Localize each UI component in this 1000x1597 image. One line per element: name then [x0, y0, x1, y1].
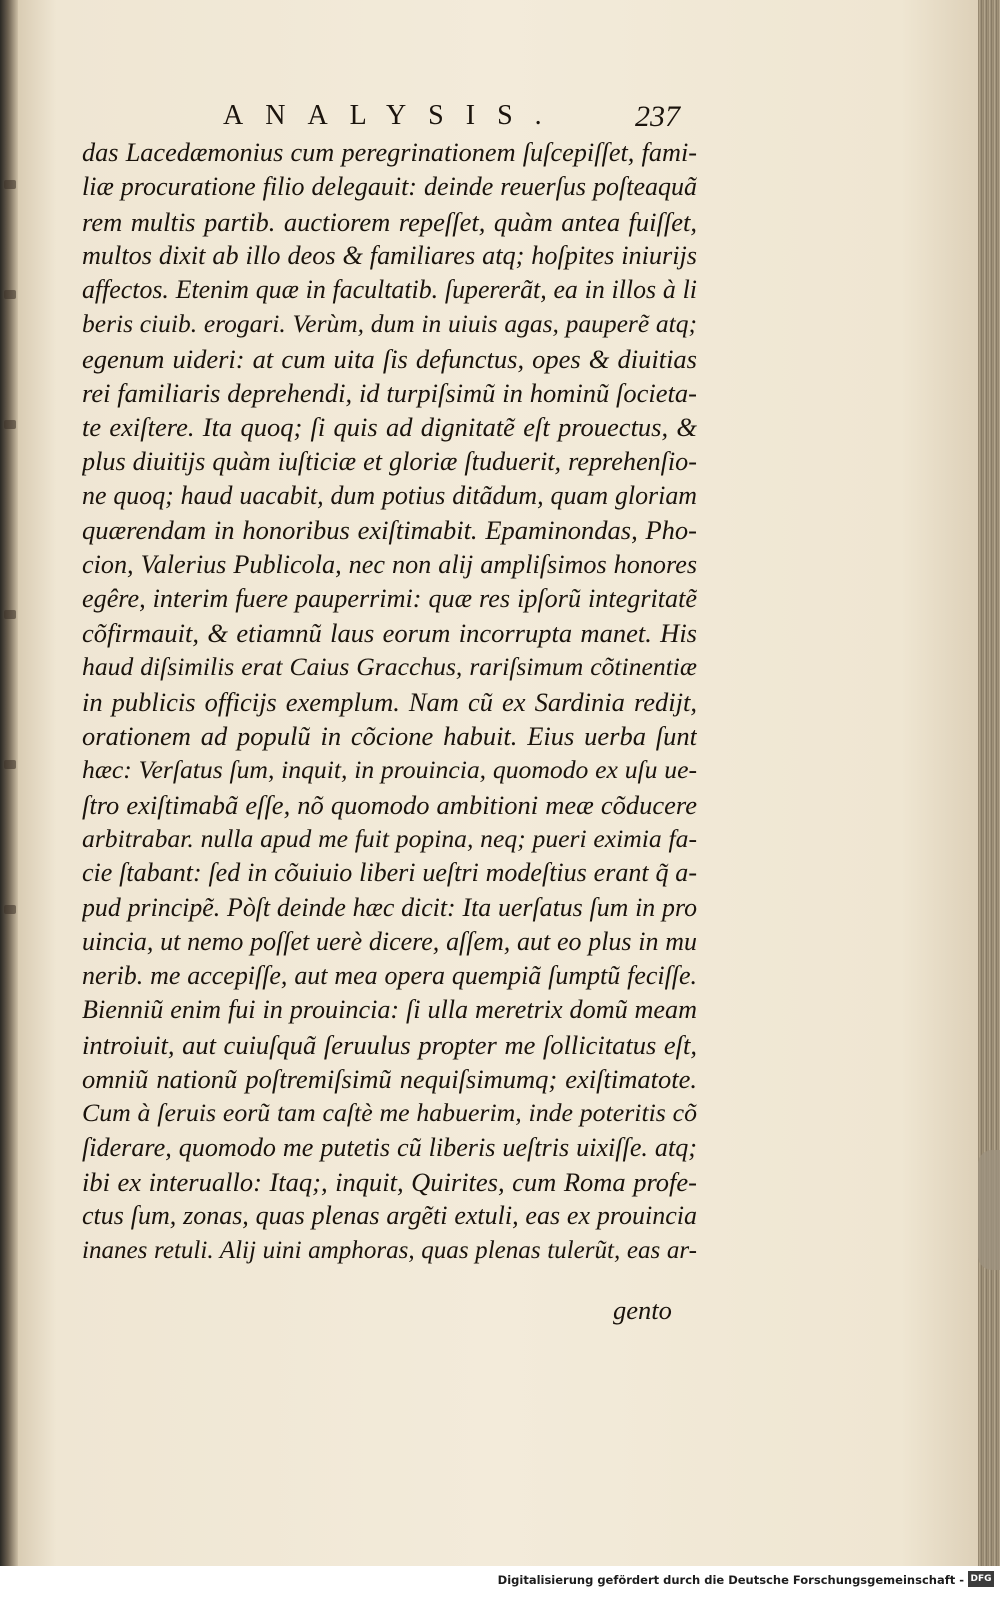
- page-number: 237: [635, 100, 680, 133]
- text-line: orationem ad populũ in cõcione habuit. Eius uerba ſunt: [82, 721, 697, 752]
- text-line: nerib. me accepiſſe, aut mea opera quempiã ſumptũ feciſſe.: [82, 961, 697, 991]
- clasp-shadow: [978, 1150, 1000, 1270]
- text-line: cion, Valerius Publicola, nec non alij ampliſsimos honores: [82, 549, 697, 579]
- page-block-edge: [978, 0, 1000, 1566]
- text-line: beris ciuib. erogari. Verùm, dum in uiuis agas, pauperẽ atq;: [82, 309, 697, 339]
- text-line: rem multis partib. auctiorem repeſſet, quàm antea fuiſſet,: [82, 206, 697, 237]
- text-line: liæ procuratione filio delegauit: deinde reuerſus poſteaquã: [82, 172, 697, 202]
- dfg-logo: DFG: [968, 1571, 994, 1587]
- opposite-page-edge: [0, 0, 18, 1566]
- text-line: Cum à ſeruis eorũ tam caſtè me habuerim, inde poteritis cõ: [82, 1098, 697, 1128]
- catchword: gento: [613, 1295, 672, 1325]
- text-line: das Lacedæmonius cum peregrinationem ſuſcepiſſet, fami-: [82, 138, 697, 167]
- bleed-through-mark: [4, 760, 16, 769]
- running-head: ANALYSIS.: [223, 100, 564, 131]
- funding-credit: Digitalisierung gefördert durch die Deutsche Forschungsgemeinschaft -: [497, 1573, 964, 1587]
- text-line: ctus ſum, zonas, quas plenas argẽti extuli, eas ex prouincia: [82, 1201, 697, 1231]
- digitization-footer: [0, 1566, 1000, 1597]
- text-line: egenum uideri: at cum uita ſis defunctus, opes & diuitias: [82, 343, 697, 374]
- text-line: ſtro exiſtimabã eſſe, nõ quomodo ambitioni meæ cõducere: [82, 789, 697, 820]
- text-line: ne quoq; haud uacabit, dum potius ditãdum, quam gloriam: [82, 480, 697, 510]
- text-line: plus diuitijs quàm iuſticiæ et gloriæ ſtuduerit, reprehenſio-: [82, 446, 697, 476]
- text-line: ſiderare, quomodo me putetis cũ liberis ueſtris uixiſſe. atq;: [82, 1132, 697, 1162]
- page-header: [18, 100, 978, 140]
- bleed-through-mark: [4, 180, 16, 189]
- text-line: Bienniũ enim fui in prouincia: ſi ulla meretrix domũ meam: [82, 995, 697, 1025]
- text-line: omniũ nationũ poſtremiſsimũ nequiſsimumq; exiſtimatote.: [82, 1064, 697, 1095]
- text-line: ibi ex interuallo: Itaq;, inquit, Quirites, cum Roma profe-: [82, 1166, 697, 1197]
- text-line: affectos. Etenim quæ in facultatib. ſupererãt, ea in illos à li: [82, 275, 697, 305]
- bleed-through-mark: [4, 610, 16, 619]
- text-line: cõfirmauit, & etiamnũ laus eorum incorrupta manet. His: [82, 618, 697, 649]
- text-line: cie ſtabant: ſed in cõuiuio liberi ueſtri modeſtius erant q̃ a-: [82, 858, 697, 888]
- text-line: te exiſtere. Ita quoq; ſi quis ad dignitatẽ eſt prouectus, &: [82, 412, 697, 443]
- text-line: inanes retuli. Alij uini amphoras, quas plenas tulerũt, eas ar-: [82, 1236, 697, 1264]
- text-line: quærendam in honoribus exiſtimabit. Epaminondas, Pho-: [82, 515, 697, 546]
- text-line: pud principẽ. Pòſt deinde hæc dicit: Ita uerſatus ſum in pro: [82, 892, 697, 922]
- bleed-through-mark: [4, 420, 16, 429]
- text-line: introiuit, aut cuiuſquã ſeruulus propter me ſollicitatus eſt,: [82, 1029, 697, 1060]
- text-line: egêre, interim fuere pauperrimi: quæ res ipſorũ integritatẽ: [82, 583, 697, 613]
- text-line: in publicis officijs exemplum. Nam cũ ex Sardinia redijt,: [82, 686, 697, 717]
- text-line: rei familiaris deprehendi, id turpiſsimũ in hominũ ſocieta-: [82, 378, 697, 409]
- body-text: [82, 136, 697, 1268]
- text-line: uincia, ut nemo poſſet uerè dicere, aſſem, aut eo plus in mu: [82, 926, 697, 956]
- text-line: haud diſsimilis erat Caius Gracchus, rariſsimum cõtinentiæ: [82, 652, 697, 682]
- text-line: arbitrabar. nulla apud me fuit popina, neq; pueri eximia fa-: [82, 823, 697, 853]
- text-line: multos dixit ab illo deos & familiares atq; hoſpites iniurijs: [82, 240, 697, 270]
- bleed-through-mark: [4, 290, 16, 299]
- text-line: hæc: Verſatus ſum, inquit, in prouincia, quomodo ex uſu ue-: [82, 755, 697, 785]
- bleed-through-mark: [4, 905, 16, 914]
